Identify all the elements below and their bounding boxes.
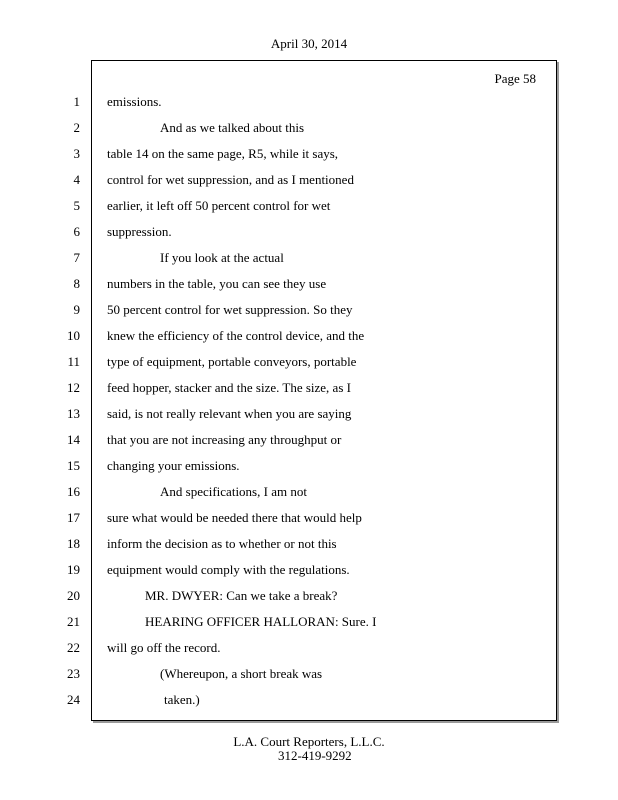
line-text: inform the decision as to whether or not this [107,536,337,551]
line-number: 21 [67,614,80,629]
line-text: knew the efficiency of the control device, and the [107,328,365,343]
line-text: table 14 on the same page, R5, while it says, [107,146,339,161]
line-number: 11 [67,354,80,369]
line-text: type of equipment, portable conveyors, portable [107,354,357,369]
line-number: 20 [67,588,80,603]
line-number: 6 [73,224,80,239]
line-number: 13 [67,406,80,421]
line-text: that you are not increasing any throughput or [107,432,342,447]
line-number: 14 [67,432,80,447]
line-text: equipment would comply with the regulations. [107,562,350,577]
line-text: emissions. [107,94,162,109]
line-text: control for wet suppression, and as I mentioned [107,172,354,187]
line-number: 10 [67,328,80,343]
line-number: 9 [73,302,80,317]
court-reporter-phone: 312-419-9292 [278,748,352,763]
line-text: (Whereupon, a short break was [160,666,323,681]
line-text: said, is not really relevant when you are saying [107,406,352,421]
line-number: 12 [67,380,80,395]
line-text: feed hopper, stacker and the size. The size, as I [107,380,351,395]
line-text: will go off the record. [107,640,221,655]
line-number: 17 [67,510,80,525]
line-text: 50 percent control for wet suppression. So they [107,302,353,317]
line-number: 23 [67,666,80,681]
line-number: 24 [67,692,80,707]
line-text: taken.) [164,692,200,707]
line-text: suppression. [107,224,172,239]
line-number: 5 [73,198,80,213]
line-text: sure what would be needed there that would help [107,510,362,525]
line-text: And specifications, I am not [160,484,307,499]
line-number: 7 [73,250,80,265]
line-number: 15 [67,458,80,473]
line-text: And as we talked about this [160,120,305,135]
line-number: 19 [67,562,80,577]
line-number: 16 [67,484,80,499]
line-number: 4 [73,172,80,187]
line-text: changing your emissions. [107,458,240,473]
line-number: 8 [73,276,80,291]
line-text: If you look at the actual [160,250,284,265]
page-number: Page 58 [494,71,536,86]
line-text: MR. DWYER: Can we take a break? [145,588,338,603]
court-reporter-name: L.A. Court Reporters, L.L.C. [233,734,385,749]
line-text: numbers in the table, you can see they use [107,276,327,291]
line-number: 3 [73,146,80,161]
line-text: earlier, it left off 50 percent control for wet [107,198,331,213]
line-number: 18 [67,536,80,551]
transcript-date: April 30, 2014 [270,36,348,51]
line-number: 22 [67,640,80,655]
line-number: 2 [73,120,80,135]
line-text: HEARING OFFICER HALLORAN: Sure. I [145,614,377,629]
line-number: 1 [73,94,80,109]
